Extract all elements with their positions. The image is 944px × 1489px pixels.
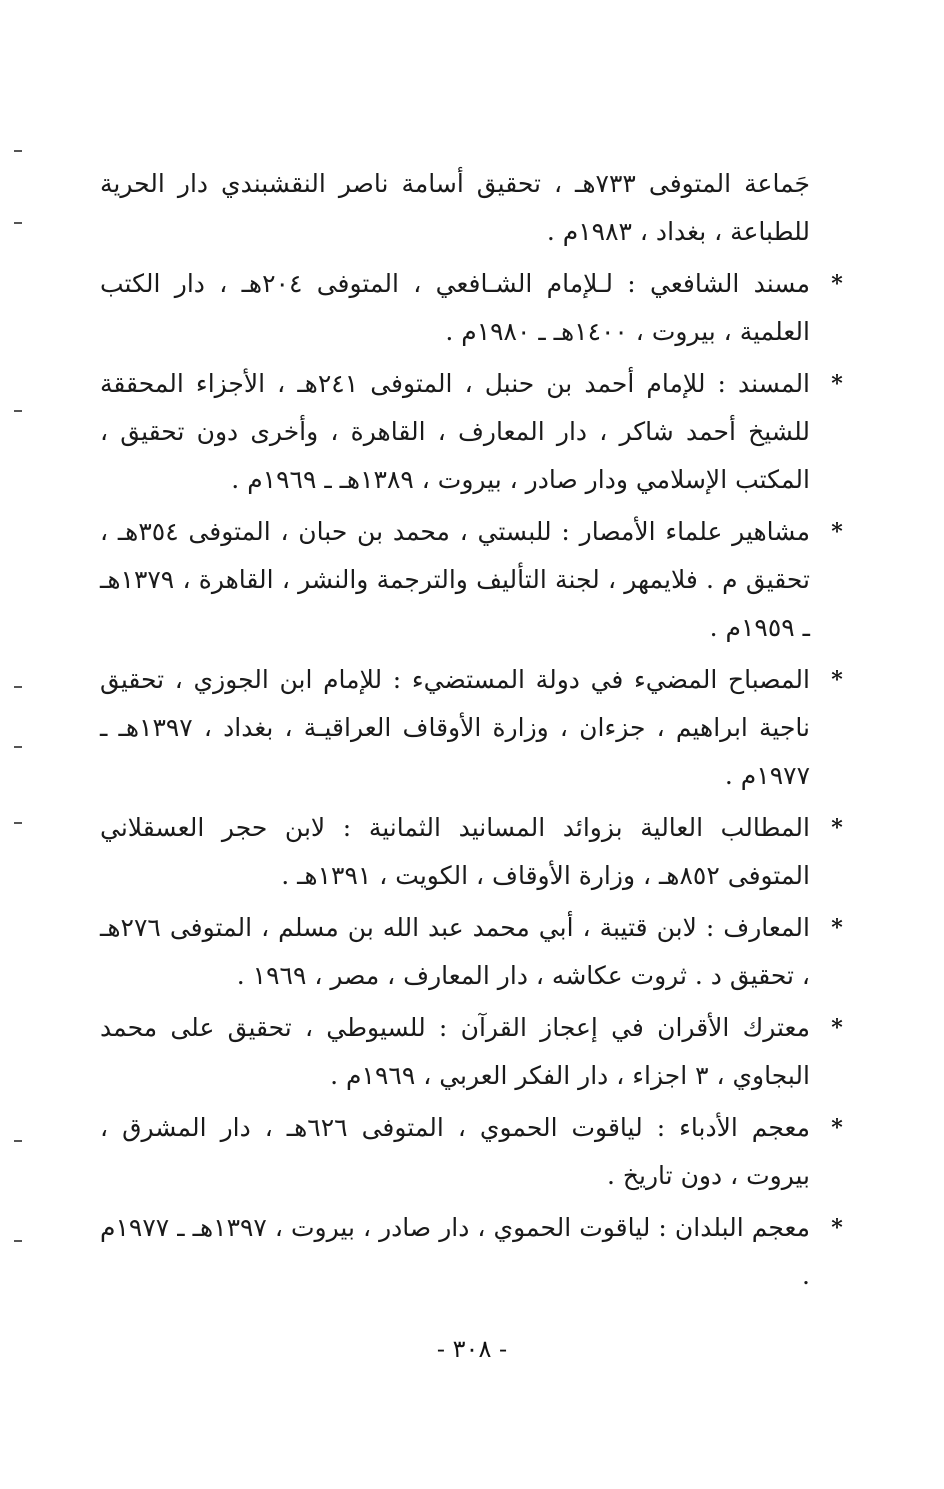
bullet-star: *	[831, 519, 843, 545]
bibliography-entry	[100, 1004, 843, 1100]
entry-text: المعارف : لابن قتيبة ، أبي محمد عبد الله بن مسلم ، المتوفى ٢٧٦هـ ، تحقيق د . ثروت عكاشه ، دار المعارف ، مصر ، ١٩٦٩ .	[100, 913, 810, 990]
bibliography-entry	[100, 260, 843, 356]
entry-text: مسند الشافعي : لـلإمام الشـافعي ، المتوفى ٢٠٤هـ ، دار الكتب العلمية ، بيروت ، ١٤٠٠هـ ـ ١٩٨٠م .	[100, 269, 810, 346]
margin-mark	[14, 222, 22, 224]
page-number: - ٣٠٨ -	[436, 1335, 508, 1363]
bibliography-entry	[100, 804, 843, 900]
entry-text: المسند : للإمام أحمد بن حنبل ، المتوفى ٢٤١هـ ، الأجزاء المحققة للشيخ أحمد شاكر ، دار المعارف ، القاهرة ، وأخرى دون تحقيق ، المكتب الإسلامي ودار صادر ، بيروت ، ١٣٨٩هـ ـ ١٩٦٩م .	[100, 369, 811, 494]
entry-text: المطالب العالية بزوائد المسانيد الثمانية : لابن حجر العسقلاني المتوفى ٨٥٢هـ ، وزارة الأوقاف ، الكويت ، ١٣٩١هـ .	[100, 813, 810, 890]
bibliography-entry	[100, 360, 843, 504]
margin-mark	[14, 746, 22, 748]
bibliography-page	[100, 160, 843, 1304]
bullet-star: *	[831, 915, 843, 941]
bibliography-entry	[100, 1204, 843, 1300]
bibliography-entry	[100, 904, 843, 1000]
entry-text: معترك الأقران في إعجاز القرآن : للسيوطي ، تحقيق على محمد البجاوي ، ٣ اجزاء ، دار الفكر العربي ، ١٩٦٩م .	[100, 1013, 810, 1090]
bibliography-entry	[100, 160, 810, 256]
bullet-star: *	[831, 815, 843, 841]
bullet-star: *	[831, 371, 843, 397]
bullet-star: *	[831, 1015, 843, 1041]
entry-text: جَماعة المتوفى ٧٣٣هـ ، تحقيق أسامة ناصر النقشبندي دار الحرية للطباعة ، بغداد ، ١٩٨٣م .	[100, 169, 810, 246]
margin-mark	[14, 410, 22, 412]
margin-mark	[14, 686, 22, 688]
margin-mark	[14, 822, 22, 824]
bullet-star: *	[831, 1115, 843, 1141]
bibliography-entry	[100, 508, 843, 652]
bullet-star: *	[831, 1215, 843, 1241]
margin-mark	[14, 1140, 22, 1142]
margin-mark	[14, 1240, 22, 1242]
entry-text: مشاهير علماء الأمصار : للبستي ، محمد بن حبان ، المتوفى ٣٥٤هـ ، تحقيق م . فلايمهر ، لجنة التأليف والترجمة والنشر ، القاهرة ، ١٣٧٩هـ ـ ١٩٥٩م .	[100, 517, 810, 642]
margin-mark	[14, 150, 22, 152]
bibliography-entry	[100, 1104, 843, 1200]
bullet-star: *	[831, 271, 843, 297]
entry-text: معجم البلدان : لياقوت الحموي ، دار صادر ، بيروت ، ١٣٩٧هـ ـ ١٩٧٧م .	[100, 1213, 810, 1290]
entry-text: معجم الأدباء : لياقوت الحموي ، المتوفى ٦٢٦هـ ، دار المشرق ، بيروت ، دون تاريخ .	[100, 1113, 810, 1190]
entry-text: المصباح المضيء في دولة المستضيء : للإمام ابن الجوزي ، تحقيق ناجية ابراهيم ، جزءان ، وزارة الأوقاف العراقيـة ، بغداد ، ١٣٩٧هـ ـ ١٩٧٧م .	[100, 665, 811, 790]
bibliography-entry	[100, 656, 843, 800]
bullet-star: *	[831, 667, 843, 693]
